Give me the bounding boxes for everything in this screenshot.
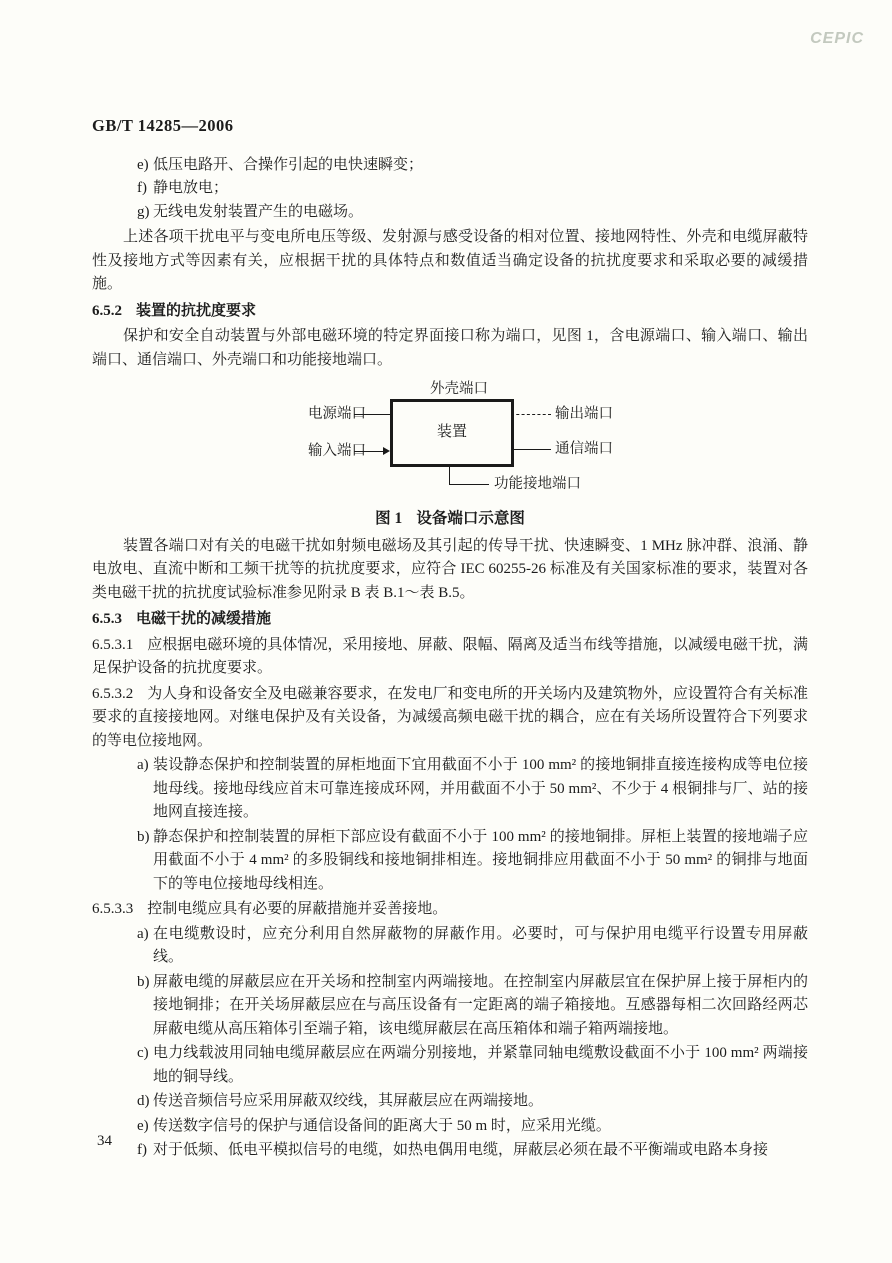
connector-line-dashed bbox=[511, 414, 551, 415]
figure-device-box bbox=[390, 399, 514, 467]
list-item bbox=[92, 1090, 808, 1114]
list-item bbox=[92, 826, 808, 897]
list-item bbox=[92, 1139, 808, 1163]
paragraph-immunity: 装置各端口对有关的电磁干扰如射频电磁场及其引起的传导干扰、快速瞬变、1 MHz 脉冲群、浪涌、静电放电、直流中断和工频干扰等的抗扰度要求，应符合 IEC 60255-26 标准及有关国家标准的要求，装置对各类电磁干扰的抗扰度试验标准参见附录 B 表 B.1～表 B.5。 bbox=[92, 537, 808, 601]
list-item-label: a) bbox=[137, 757, 149, 773]
list-item-label: e) bbox=[137, 156, 149, 173]
list-item-label: g) bbox=[137, 203, 150, 220]
figure-label-output-port: 输出端口 bbox=[555, 406, 613, 422]
page-number: 34 bbox=[97, 1133, 112, 1149]
list-item bbox=[92, 177, 808, 201]
connector-line bbox=[449, 484, 489, 485]
list-item bbox=[92, 1042, 808, 1089]
list-item-text: 屏蔽电缆的屏蔽层应在开关场和控制室内两端接地。在控制室内屏蔽层宜在保护屏上接于屏柜内的接地铜排；在开关场屏蔽层应在与高压设备有一定距离的端子箱接地。互感器每相二次回路经两芯屏蔽电缆从高压箱体引至端子箱，该电缆屏蔽层在高压箱体和端子箱两端接地。 bbox=[153, 973, 808, 1037]
clause-6533 bbox=[92, 898, 808, 922]
list-item-text: 静电放电； bbox=[153, 180, 229, 196]
list-item-text: 低压电路开、合操作引起的电快速瞬变； bbox=[153, 156, 424, 173]
figure-label-input-port: 输入端口 bbox=[308, 443, 366, 459]
list-item-text: 静态保护和控制装置的屏柜下部应设有截面不小于 100 mm² 的接地铜排。屏柜上装置的接地端子应用截面不小于 4 mm² 的多股铜线和接地铜排相连。接地铜排应用截面不小于 50 mm² 的铜排与地面下的等电位接地母线相连。 bbox=[153, 828, 808, 892]
figure-label-device: 装置 bbox=[436, 424, 467, 441]
clause-6531 bbox=[92, 634, 808, 681]
figure-caption-title: 设备端口示意图 bbox=[416, 510, 525, 527]
list-item-text: 装设静态保护和控制装置的屏柜地面下宜用截面不小于 100 mm² 的接地铜排直接连接构成等电位接地母线。接地母线应首末可靠连接成环网，并用截面不小于 50 mm²、不少于 4 根铜排与厂、站的接地网直接连接。 bbox=[153, 757, 808, 820]
heading-653 bbox=[92, 608, 808, 632]
list-item-label: b) bbox=[137, 973, 150, 990]
clause-text: 控制电缆应具有必要的屏蔽措施并妥善接地。 bbox=[147, 901, 448, 917]
cepic-watermark-logo: CEPIC bbox=[810, 30, 864, 47]
clause-6532-list bbox=[92, 754, 808, 896]
paragraph-ports: 保护和安全自动装置与外部电磁环境的特定界面接口称为端口，见图 1，含电源端口、输入端口、输出端口、通信端口、外壳端口和功能接地端口。 bbox=[92, 328, 808, 368]
list-item bbox=[92, 201, 808, 225]
clause-title: 装置的抗扰度要求 bbox=[136, 302, 257, 319]
paragraph-interference: 上述各项干扰电平与变电所电压等级、发射源与感受设备的相对位置、接地网特性、外壳和电缆屏蔽特性及接地方式等因素有关，应根据干扰的具体特点和数值适当确定设备的抗扰度要求和采取必要的减缓措施。 bbox=[92, 229, 808, 292]
connector-line bbox=[354, 451, 386, 452]
clause-number: 6.5.2 bbox=[92, 302, 122, 319]
list-item-text: 对于低频、低电平模拟信号的电缆，如热电偶用电缆，屏蔽层必须在最不平衡端或电路本身接 bbox=[153, 1142, 769, 1158]
clause-number: 6.5.3 bbox=[92, 611, 122, 627]
arrow-head-icon bbox=[383, 447, 390, 455]
standard-number: GB/T 14285—2006 bbox=[92, 116, 234, 135]
list-item-text: 在电缆敷设时，应充分利用自然屏蔽物的屏蔽作用。必要时，可与保护用电缆平行设置专用屏蔽线。 bbox=[153, 925, 808, 965]
list-item-label: c) bbox=[137, 1045, 149, 1061]
list-item-text: 电力线载波用同轴电缆屏蔽层应在两端分别接地，并紧靠同轴电缆敷设截面不小于 100 mm² 两端接地的铜导线。 bbox=[153, 1045, 808, 1085]
clause-6532 bbox=[92, 683, 808, 754]
list-item-label: a) bbox=[137, 925, 149, 942]
list-item-label: b) bbox=[137, 828, 150, 845]
figure-caption bbox=[92, 507, 808, 531]
connector-line bbox=[511, 449, 551, 450]
connector-line bbox=[354, 414, 390, 415]
interference-source-list bbox=[92, 154, 808, 225]
document-content bbox=[92, 114, 808, 1163]
figure-label-power-port: 电源端口 bbox=[308, 406, 366, 422]
list-item-label: f) bbox=[137, 180, 147, 196]
list-item bbox=[92, 923, 808, 970]
figure-label-func-earth-port: 功能接地端口 bbox=[494, 476, 581, 492]
connector-line-vertical bbox=[449, 464, 450, 484]
list-item bbox=[92, 754, 808, 825]
list-item-label: e) bbox=[137, 1117, 149, 1134]
heading-652 bbox=[92, 300, 808, 324]
clause-text: 为人身和设备安全及电磁兼容要求，在发电厂和变电所的开关场内及建筑物外，应设置符合有关标准要求的直接接地网。对继电保护及有关设备，为减缓高频电磁干扰的耦合，应在有关场所设置符合下列要求的等电位接地网。 bbox=[92, 685, 808, 749]
list-item-text: 传送音频信号应采用屏蔽双绞线，其屏蔽层应在两端接地。 bbox=[153, 1093, 544, 1109]
clause-number: 6.5.3.1 bbox=[92, 636, 134, 653]
clause-number: 6.5.3.2 bbox=[92, 685, 134, 702]
figure-label-enclosure-port: 外壳端口 bbox=[430, 381, 488, 397]
figure-label-comm-port: 通信端口 bbox=[555, 441, 613, 457]
list-item bbox=[92, 1115, 808, 1139]
figure-caption-prefix: 图 1 bbox=[375, 510, 403, 527]
clause-number: 6.5.3.3 bbox=[92, 901, 134, 917]
clause-6533-list bbox=[92, 923, 808, 1163]
figure-device-ports-diagram bbox=[92, 381, 808, 501]
list-item-label: d) bbox=[137, 1093, 150, 1109]
list-item bbox=[92, 971, 808, 1042]
list-item bbox=[92, 154, 808, 178]
list-item-text: 传送数字信号的保护与通信设备间的距离大于 50 m 时，应采用光缆。 bbox=[153, 1117, 611, 1134]
clause-text: 应根据电磁环境的具体情况，采用接地、屏蔽、限幅、隔离及适当布线等措施，以减缓电磁干扰，满足保护设备的抗扰度要求。 bbox=[92, 636, 808, 676]
list-item-text: 无线电发射装置产生的电磁场。 bbox=[153, 203, 364, 220]
clause-title: 电磁干扰的减缓措施 bbox=[136, 611, 272, 627]
list-item-label: f) bbox=[137, 1142, 147, 1158]
